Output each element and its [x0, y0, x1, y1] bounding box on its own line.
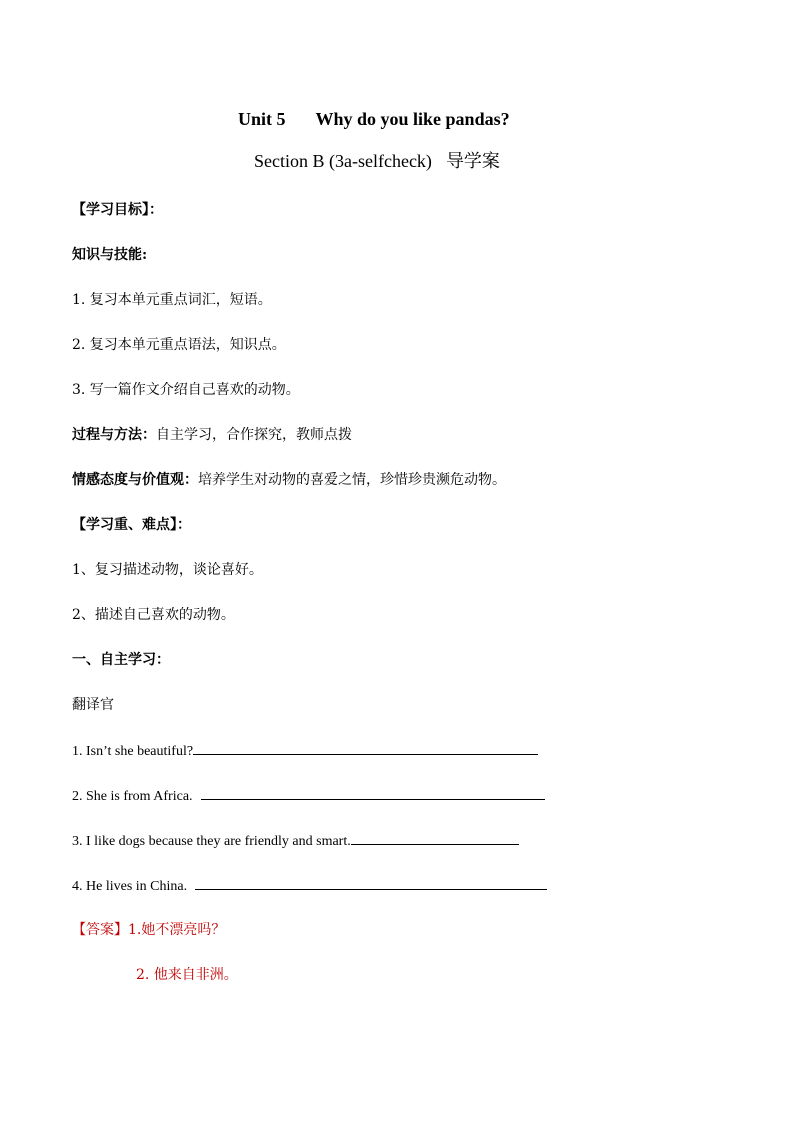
translation-item-3: [72, 830, 519, 852]
goals-heading: 【学习目标】：: [72, 202, 163, 218]
unit-label: Unit 5: [238, 109, 286, 129]
key-points-heading: 【学习重、难点】：: [72, 517, 191, 533]
doc-type-label: 导学案: [445, 151, 500, 171]
answer-item-2: 2. 他来自非洲。: [136, 967, 238, 983]
sentence-text: 1. Isn’t she beautiful?: [72, 744, 194, 759]
translation-item-1: [72, 740, 538, 762]
self-study-heading: 一、自主学习：: [72, 652, 170, 668]
answer-blank[interactable]: [195, 875, 547, 890]
goal-item-2: 2. 复习本单元重点语法，知识点。: [72, 337, 286, 353]
sentence-text: 3. I like dogs because they are friendly and smart.: [72, 834, 351, 849]
answer-blank[interactable]: [193, 740, 538, 755]
answer-line-1: [72, 920, 225, 940]
sentence-text: 2. She is from Africa.: [72, 789, 193, 804]
emotion-line: [72, 470, 506, 490]
emotion-label: 情感态度与价值观：: [72, 472, 198, 488]
answer-blank[interactable]: [201, 785, 545, 800]
translation-subheading: 翻译官: [72, 697, 114, 713]
goal-item-1: 1. 复习本单元重点词汇，短语。: [72, 292, 272, 308]
process-line: [72, 425, 352, 445]
answer-blank[interactable]: [351, 830, 519, 845]
key-point-2: 2、描述自己喜欢的动物。: [72, 607, 235, 623]
section-label: Section B (3a-selfcheck): [254, 151, 432, 171]
process-text: 自主学习，合作探究，教师点拨: [156, 427, 352, 443]
answer-label: 【答案】: [72, 922, 128, 938]
translation-item-2: [72, 785, 545, 807]
process-label: 过程与方法：: [72, 427, 156, 443]
sentence-text: 4. He lives in China.: [72, 879, 188, 894]
goal-item-3: 3. 写一篇作文介绍自己喜欢的动物。: [72, 382, 300, 398]
emotion-text: 培养学生对动物的喜爱之情，珍惜珍贵濒危动物。: [198, 472, 506, 488]
document-title: [238, 106, 510, 132]
translation-item-4: [72, 875, 547, 897]
unit-question: Why do you like pandas?: [315, 109, 510, 129]
answer-item-1: 1.她不漂亮吗？: [128, 922, 226, 938]
knowledge-label: 知识与技能:: [72, 247, 148, 263]
document-subtitle: [254, 148, 500, 174]
key-point-1: 1、复习描述动物，谈论喜好。: [72, 562, 263, 578]
